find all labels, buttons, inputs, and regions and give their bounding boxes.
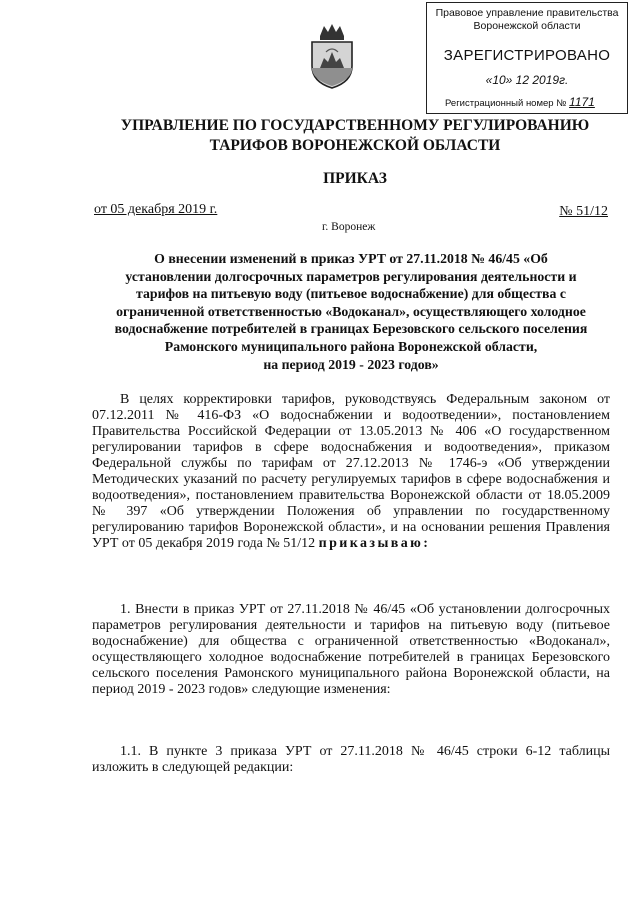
stamp-registration-date: «10» 12 2019г. [485, 73, 569, 87]
item-1-paragraph: 1. Внести в приказ УРТ от 27.11.2018 № 46/45 «Об установлении долгосрочных параметров регулирования деятельности и тарифов на питьевую воду (питьевое водоснабжение) для общества с ограниченной ответственностью «Водоканал», осуществляющего холодное водоснабжение потребителей в границах Березовского сельского поселения Рамонского муниципального района Воронежской области, на период 2019 - 2023 годов» следующие изменения: [92, 602, 610, 697]
heading-line: Рамонского муниципального района Воронежской области, [164, 338, 538, 354]
document-type: ПРИКАЗ [323, 170, 387, 187]
registration-stamp [426, 2, 628, 114]
agency-name-line1: УПРАВЛЕНИЕ ПО ГОСУДАРСТВЕННОМУ РЕГУЛИРОВАНИЮ [120, 117, 590, 134]
heading-line: водоснабжение потребителей в границах Березовского сельского поселения [114, 321, 588, 337]
agency-name-line2: ТАРИФОВ ВОРОНЕЖСКОЙ ОБЛАСТИ [209, 137, 501, 154]
preamble-paragraph [92, 392, 610, 552]
item-1-1-paragraph: 1.1. В пункте 3 приказа УРТ от 27.11.2018 № 46/45 строки 6-12 таблицы изложить в следующей редакции: [92, 744, 610, 775]
order-number: № 51/12 [559, 204, 608, 219]
stamp-registration-number-row [427, 96, 627, 110]
order-city: г. Воронеж [322, 221, 376, 233]
heading-line: на период 2019 - 2023 годов» [263, 356, 439, 372]
order-word: приказываю: [318, 536, 431, 551]
stamp-registered-label: ЗАРЕГИСТРИРОВАНО [443, 47, 611, 64]
agency-name [100, 116, 610, 156]
voronezh-coat-of-arms-icon [306, 22, 358, 90]
stamp-registration-number: 1171 [569, 95, 595, 109]
heading-line: О внесении изменений в приказ УРТ от 27.11.2018 № 46/45 «Об [154, 251, 548, 266]
preamble-text: В целях корректировки тарифов, руководствуясь Федеральным законом от 07.12.2011 № 416-ФЗ «О водоснабжении и водоотведении», постановлением Правительства Российской Федерации от 13.05.2013 № 406 «О государственном регулировании тарифов в сфере водоснабжения и водоотведения», приказом Федеральной службы по тарифам от 27.12.2013 № 1746-э «Об утверждении Методических указаний по расчету регулируемых тарифов в сфере водоснабжения и водоотведения», постановлением правительства Воронежской области от 18.05.2009 № 397 «Об утверждении Положения об управлении по государственному регулированию тарифов Воронежской области», и на основании решения Правления УРТ от 05 декабря 2019 года № 51/12 [92, 392, 610, 551]
stamp-registration-number-label: Регистрационный номер № [445, 98, 567, 109]
heading-line: тарифов на питьевую воду (питьевое водоснабжение) для общества с [136, 286, 566, 302]
stamp-org-line2: Воронежской области [473, 20, 581, 32]
stamp-org-line1: Правовое управление правительства [435, 7, 619, 19]
heading-line: установлении долгосрочных параметров регулирования деятельности и [125, 268, 577, 284]
order-heading [92, 250, 610, 373]
heading-line: ограниченной ответственностью «Водоканал», осуществляющего холодное [116, 303, 586, 319]
order-date: от 05 декабря 2019 г. [94, 202, 218, 217]
